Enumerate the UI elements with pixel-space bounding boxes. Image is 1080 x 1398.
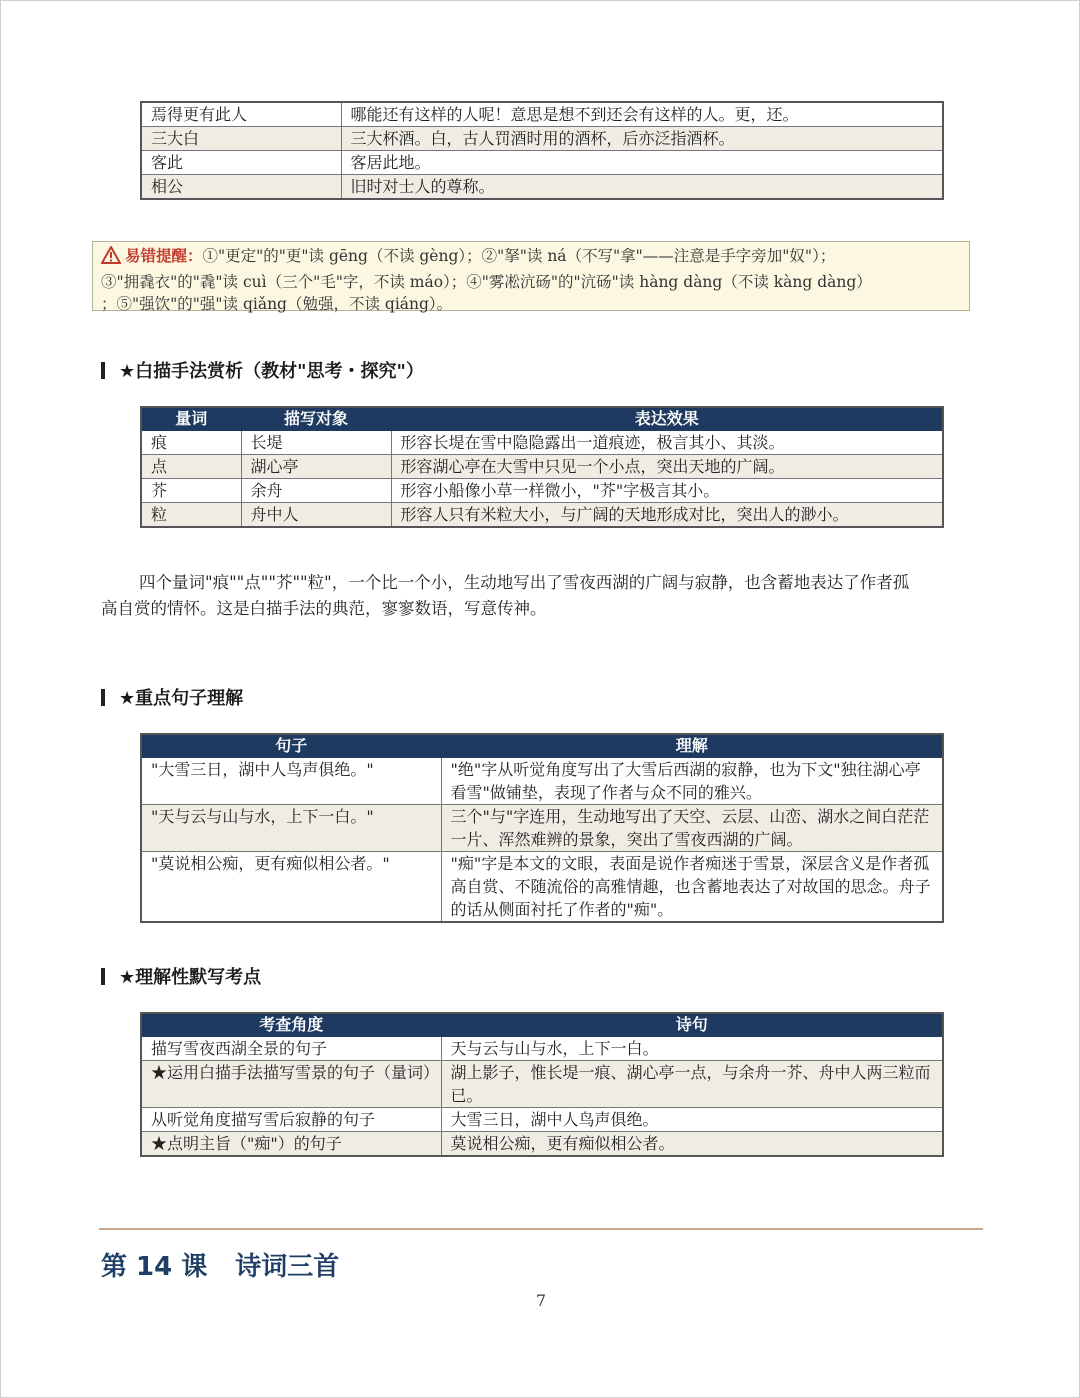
lesson-title: 诗词三首 bbox=[235, 1252, 340, 1282]
table-cell: "绝"字从听觉角度写出了大雪后西湖的寂静，也为下文"独往湖心亭看雪"做铺垫，表现了作者与众不同的雅兴。 bbox=[441, 758, 943, 805]
vocab-meaning: 客居此地。 bbox=[341, 151, 943, 175]
warning-line-3: ；⑤"强饮"的"强"读 qiǎng（勉强，不读 qiáng）。 bbox=[101, 295, 453, 313]
table-row bbox=[141, 758, 943, 805]
section-heading bbox=[101, 687, 243, 711]
vocab-meaning: 三大杯酒。白，古人罚酒时用的酒杯，后亦泛指酒杯。 bbox=[341, 127, 943, 151]
table-row bbox=[141, 151, 943, 175]
warning-triangle-icon bbox=[101, 246, 121, 271]
section-title: ★理解性默写考点 bbox=[119, 967, 262, 988]
table-row bbox=[141, 852, 943, 923]
table-cell: 莫说相公痴，更有痴似相公者。 bbox=[441, 1132, 943, 1157]
section-bar bbox=[101, 968, 105, 985]
table-row bbox=[141, 102, 943, 127]
column-header: 考查角度 bbox=[141, 1013, 441, 1037]
table-cell: "大雪三日，湖中人鸟声俱绝。" bbox=[141, 758, 441, 805]
table-cell: 从听觉角度描写雪后寂静的句子 bbox=[141, 1108, 441, 1132]
divider bbox=[99, 1228, 983, 1230]
vocab-term: 客此 bbox=[141, 151, 341, 175]
table-row bbox=[141, 1061, 943, 1108]
column-header: 量词 bbox=[141, 407, 241, 431]
table-cell: "莫说相公痴，更有痴似相公者。" bbox=[141, 852, 441, 923]
vocab-term: 焉得更有此人 bbox=[141, 102, 341, 127]
table-cell: 三个"与"字连用，生动地写出了天空、云层、山峦、湖水之间白茫茫一片、浑然难辨的景象，突出了雪夜西湖的广阔。 bbox=[441, 805, 943, 852]
table-cell: 点 bbox=[141, 455, 241, 479]
column-header: 理解 bbox=[441, 734, 943, 758]
table-cell: 大雪三日，湖中人鸟声俱绝。 bbox=[441, 1108, 943, 1132]
table-cell: ★点明主旨（"痴"）的句子 bbox=[141, 1132, 441, 1157]
section-title: ★白描手法赏析（教材"思考・探究"） bbox=[119, 361, 424, 382]
table-cell: 湖上影子，惟长堤一痕、湖心亭一点，与余舟一芥、舟中人两三粒而已。 bbox=[441, 1061, 943, 1108]
column-header: 句子 bbox=[141, 734, 441, 758]
warning-label: 易错提醒： bbox=[125, 247, 203, 265]
vocab-table bbox=[140, 101, 944, 200]
warning-box bbox=[92, 241, 970, 311]
table-cell: ★运用白描手法描写雪景的句子（量词） bbox=[141, 1061, 441, 1108]
table-cell: "痴"字是本文的文眼，表面是说作者痴迷于雪景，深层含义是作者孤高自赏、不随流俗的高雅情趣，也含蓄地表达了对故国的思念。舟子的话从侧面衬托了作者的"痴"。 bbox=[441, 852, 943, 923]
vocab-term: 三大白 bbox=[141, 127, 341, 151]
table-cell: 形容湖心亭在大雪中只见一个小点，突出天地的广阔。 bbox=[391, 455, 943, 479]
recitation-table bbox=[140, 1012, 944, 1157]
warning-line-2: ③"拥毳衣"的"毳"读 cuì（三个"毛"字，不读 máo）；④"雾凇沆砀"的"沆砀"读 hàng dàng（不读 kàng dàng） bbox=[101, 272, 872, 291]
table-cell: 舟中人 bbox=[241, 503, 391, 528]
vocab-meaning: 哪能还有这样的人呢！意思是想不到还会有这样的人。更，还。 bbox=[341, 102, 943, 127]
lesson-number: 第 14 课 bbox=[101, 1252, 208, 1282]
vocab-meaning: 旧时对士人的尊称。 bbox=[341, 175, 943, 200]
section-heading bbox=[101, 360, 424, 384]
table-header-row bbox=[141, 734, 943, 758]
table-cell: 余舟 bbox=[241, 479, 391, 503]
column-header: 描写对象 bbox=[241, 407, 391, 431]
section-bar bbox=[101, 689, 105, 706]
column-header: 表达效果 bbox=[391, 407, 943, 431]
table-cell: 粒 bbox=[141, 503, 241, 528]
table-cell: 长堤 bbox=[241, 431, 391, 455]
warning-line-1: ①"更定"的"更"读 gēng（不读 gèng）；②"拏"读 ná（不写"拿"——注意是手字旁加"奴"）； bbox=[202, 247, 836, 265]
table-cell: 形容人只有米粒大小，与广阔的天地形成对比，突出人的渺小。 bbox=[391, 503, 943, 528]
table-row bbox=[141, 175, 943, 200]
table-cell: 描写雪夜西湖全景的句子 bbox=[141, 1037, 441, 1061]
table-cell: 形容长堤在雪中隐隐露出一道痕迹，极言其小、其淡。 bbox=[391, 431, 943, 455]
quantifier-table bbox=[140, 406, 944, 528]
column-header: 诗句 bbox=[441, 1013, 943, 1037]
sentence-table bbox=[140, 733, 944, 923]
table-header-row bbox=[141, 1013, 943, 1037]
lesson-heading bbox=[101, 1250, 339, 1284]
paragraph-line: 四个量词"痕""点""芥""粒"，一个比一个小，生动地写出了雪夜西湖的广阔与寂静，也含蓄地表达了作者孤 bbox=[139, 573, 910, 592]
table-row bbox=[141, 1037, 943, 1061]
table-cell: 痕 bbox=[141, 431, 241, 455]
table-row bbox=[141, 1132, 943, 1157]
section-bar bbox=[101, 362, 105, 379]
table-row bbox=[141, 1108, 943, 1132]
table-row bbox=[141, 503, 943, 528]
table-row bbox=[141, 805, 943, 852]
analysis-paragraph bbox=[101, 570, 981, 622]
paragraph-line: 高自赏的情怀。这是白描手法的典范，寥寥数语，写意传神。 bbox=[101, 599, 547, 618]
page-number: 7 bbox=[535, 1291, 547, 1310]
table-row bbox=[141, 127, 943, 151]
table-cell: 芥 bbox=[141, 479, 241, 503]
table-row bbox=[141, 431, 943, 455]
section-title: ★重点句子理解 bbox=[119, 688, 244, 709]
table-row bbox=[141, 479, 943, 503]
table-cell: 天与云与山与水，上下一白。 bbox=[441, 1037, 943, 1061]
table-cell: "天与云与山与水，上下一白。" bbox=[141, 805, 441, 852]
table-cell: 湖心亭 bbox=[241, 455, 391, 479]
table-cell: 形容小船像小草一样微小，"芥"字极言其小。 bbox=[391, 479, 943, 503]
section-heading bbox=[101, 966, 261, 990]
table-header-row bbox=[141, 407, 943, 431]
vocab-term: 相公 bbox=[141, 175, 341, 200]
table-row bbox=[141, 455, 943, 479]
